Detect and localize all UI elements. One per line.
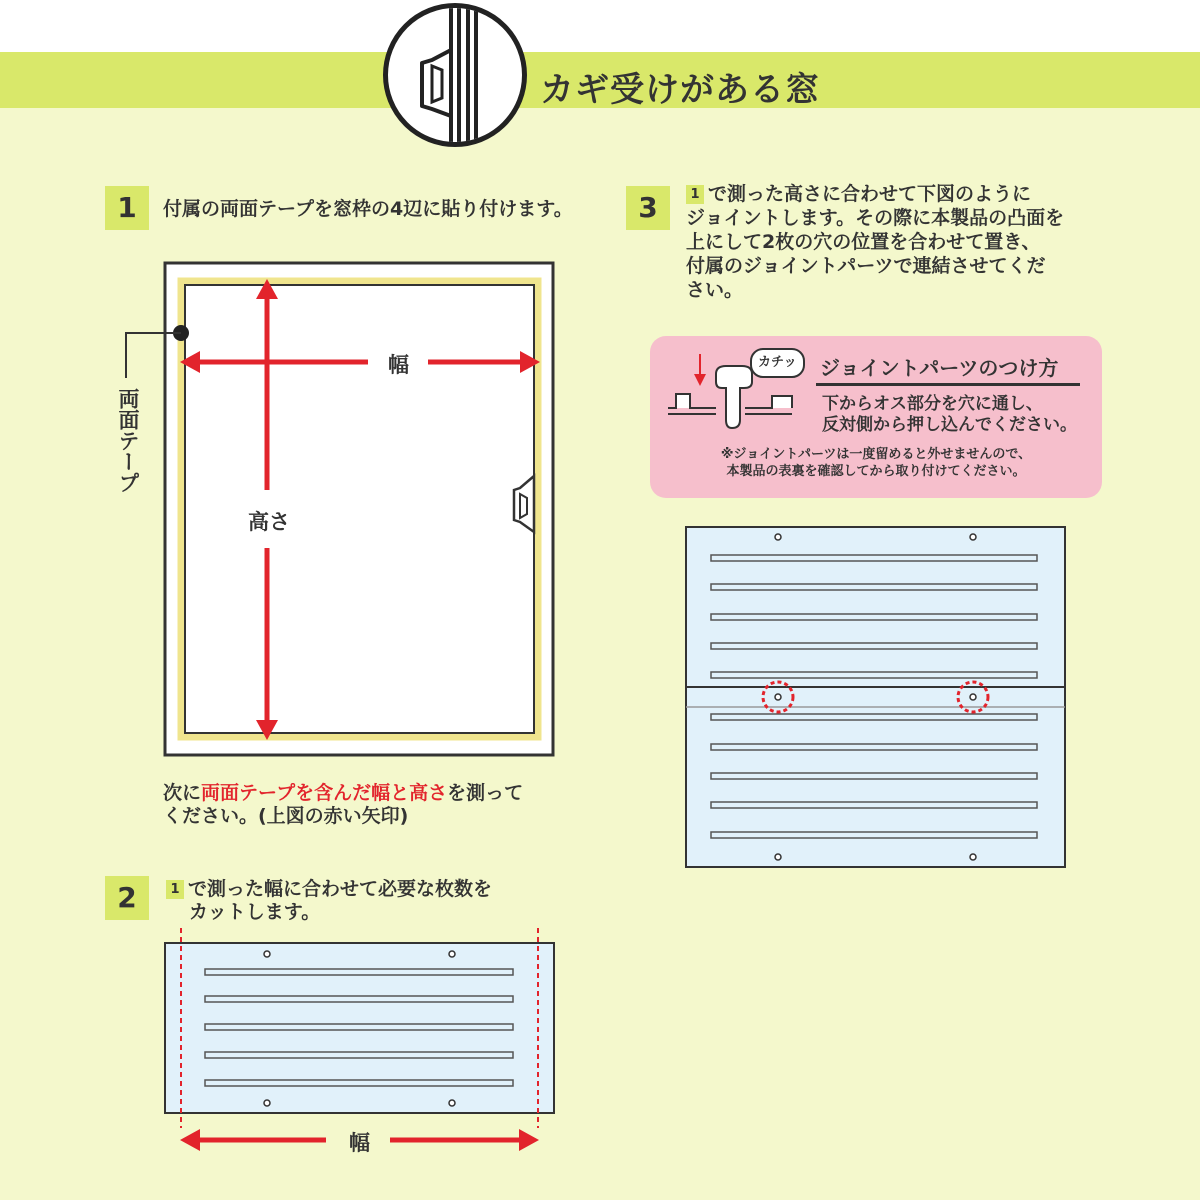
cut-width-label: 幅	[349, 1131, 370, 1155]
step-3-instruction-line4: 付属のジョイントパーツで連結させてくだ	[686, 255, 1046, 277]
joint-title: ジョイントパーツのつけ方	[820, 356, 1059, 380]
step-3-text: で測った高さに合わせて下図のように	[708, 183, 1032, 205]
joint-note-line2: 本製品の表裏を確認してから取り付けてください。	[726, 464, 1026, 479]
step-3-instruction-line5: さい。	[686, 279, 744, 301]
measure-instruction-line2: ください。(上図の赤い矢印)	[163, 805, 409, 827]
step-3-number: 3	[626, 186, 670, 230]
joint-desc-line2: 反対側から押し込んでください。	[822, 415, 1077, 435]
step-ref-badge: 1	[166, 880, 184, 899]
step-2-number: 2	[105, 876, 149, 920]
step-3-instruction-line3: 上にして2枚の穴の位置を合わせて置き、	[686, 231, 1041, 253]
measure-prefix: 次に	[163, 782, 202, 804]
tape-label: 両面テープ	[116, 388, 140, 493]
measure-highlight: 両面テープを含んだ幅と高さ	[201, 782, 448, 804]
height-label: 高さ	[248, 510, 290, 534]
joint-note-line1: ※ジョイントパーツは一度留めると外せませんので、	[720, 447, 1032, 462]
step-1-number: 1	[105, 186, 149, 230]
step-3-instruction-line2: ジョイントします。その際に本製品の凸面を	[686, 207, 1065, 229]
width-label: 幅	[388, 353, 409, 377]
step-1-instruction: 付属の両面テープを窓枠の4辺に貼り付けます。	[163, 198, 573, 220]
joint-desc-line1: 下からオス部分を穴に通し、	[822, 394, 1043, 414]
step-ref-badge: 1	[686, 185, 704, 204]
click-sound-bubble: カチッ	[750, 348, 805, 378]
page-title: カギ受けがある窓	[540, 70, 820, 110]
step-2-instruction-line2: カットします。	[189, 901, 321, 923]
step-2-text: で測った幅に合わせて必要な枚数を	[188, 878, 493, 900]
measure-suffix: を測って	[447, 782, 524, 804]
